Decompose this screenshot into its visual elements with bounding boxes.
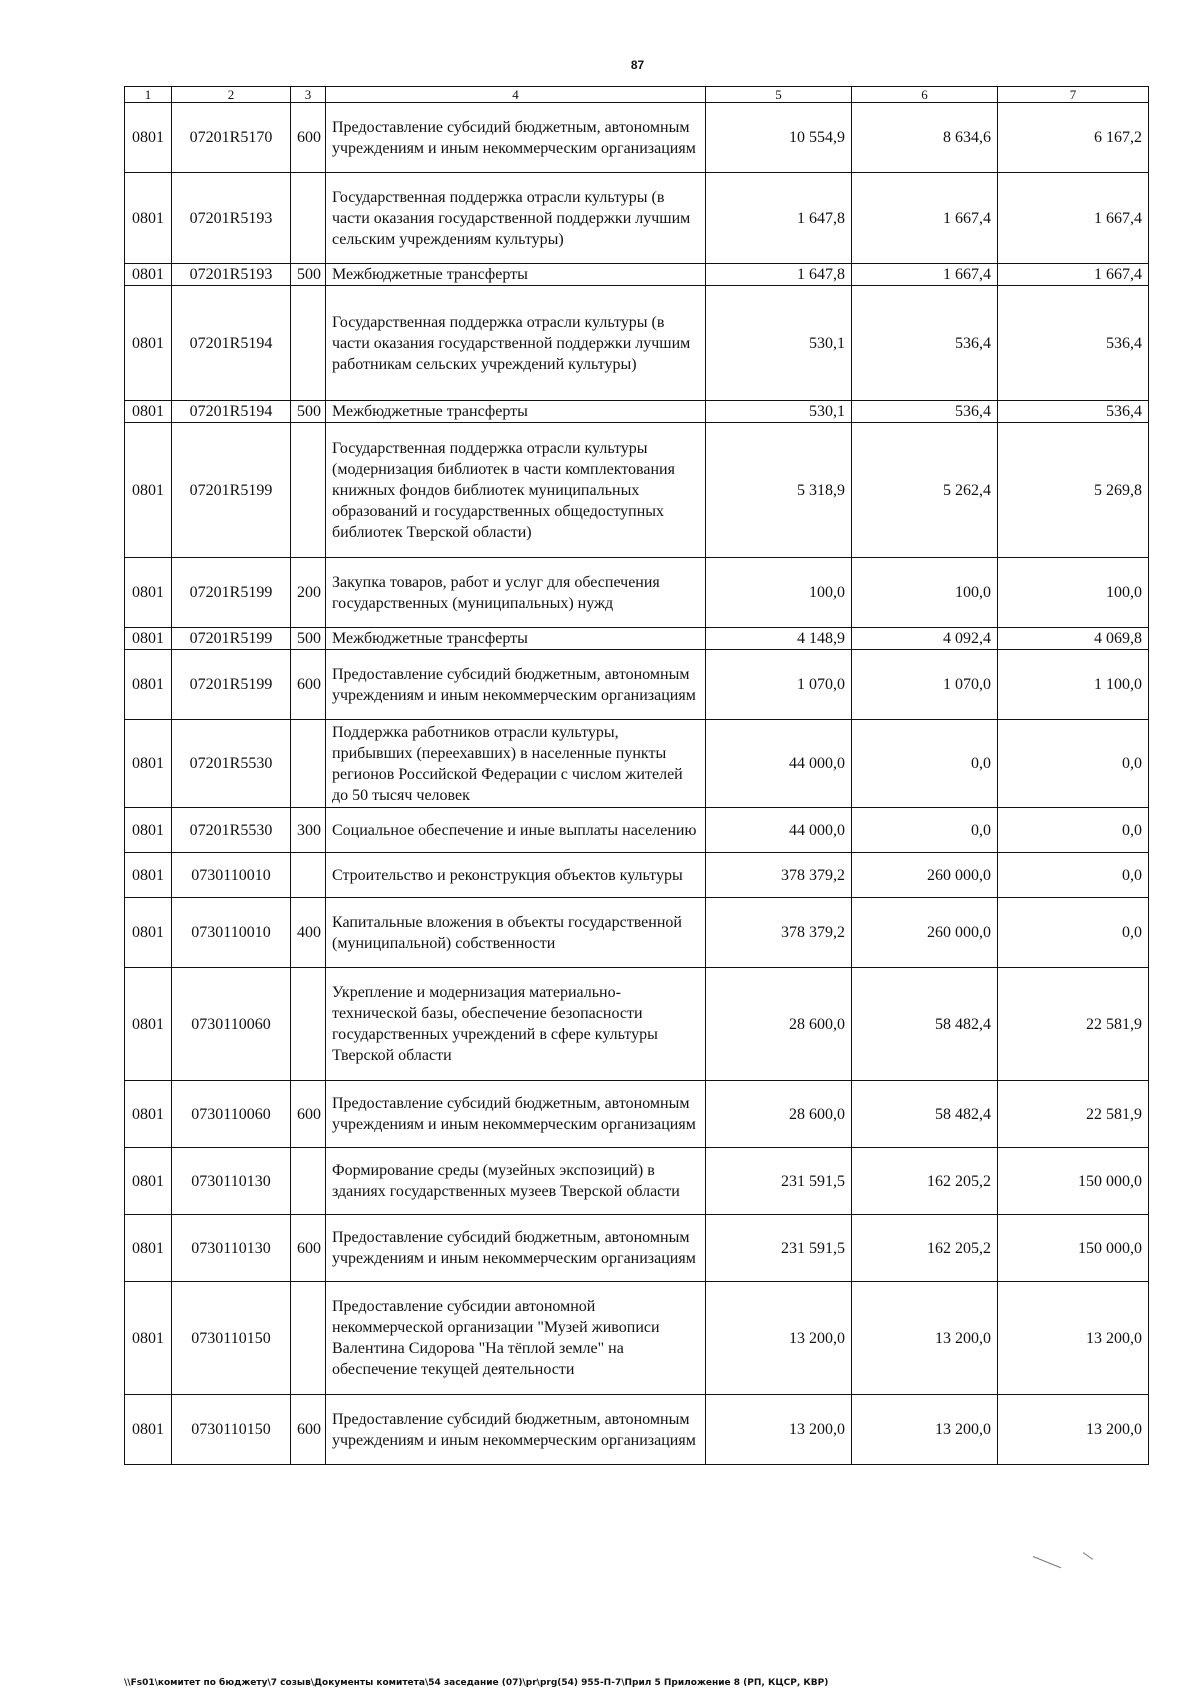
- amount-col-6: 0,0: [852, 720, 998, 808]
- amount-col-5: 44 000,0: [706, 720, 852, 808]
- amount-col-5: 530,1: [706, 286, 852, 401]
- target-article-code: 07201R5199: [172, 650, 291, 720]
- expense-type-code: 200: [291, 558, 326, 628]
- amount-col-7: 22 581,9: [998, 968, 1149, 1081]
- target-article-code: 07201R5199: [172, 423, 291, 558]
- amount-col-7: 0,0: [998, 720, 1149, 808]
- item-name: Поддержка работников отрасли культуры, прибывших (переехавших) в населенные пункты регионов Российской Федерации с числом жителей до 50 тысяч человек: [326, 720, 706, 808]
- section-code: 0801: [125, 1215, 172, 1282]
- amount-col-6: 1 667,4: [852, 173, 998, 264]
- table-row: [125, 423, 1149, 558]
- target-article-code: 0730110060: [172, 968, 291, 1081]
- table-row: [125, 720, 1149, 808]
- table-row: [125, 628, 1149, 650]
- amount-col-7: 150 000,0: [998, 1148, 1149, 1215]
- section-code: 0801: [125, 264, 172, 286]
- target-article-code: 07201R5530: [172, 720, 291, 808]
- section-code: 0801: [125, 720, 172, 808]
- amount-col-5: 100,0: [706, 558, 852, 628]
- page-number: 87: [630, 58, 645, 72]
- table-header-row: [125, 87, 1149, 103]
- expense-type-code: 600: [291, 1395, 326, 1465]
- amount-col-5: 28 600,0: [706, 968, 852, 1081]
- table-row: [125, 401, 1149, 423]
- amount-col-5: 1 070,0: [706, 650, 852, 720]
- amount-col-6: 1 667,4: [852, 264, 998, 286]
- target-article-code: 0730110010: [172, 853, 291, 898]
- item-name: Государственная поддержка отрасли культуры (модернизация библиотек в части комплектования книжных фондов библиотек муниципальных образований и государственных общедоступных библиотек Тверской области): [326, 423, 706, 558]
- column-header: 7: [998, 87, 1149, 103]
- expense-type-code: [291, 853, 326, 898]
- amount-col-7: 0,0: [998, 853, 1149, 898]
- expense-type-code: 600: [291, 103, 326, 173]
- amount-col-6: 260 000,0: [852, 898, 998, 968]
- column-header: 1: [125, 87, 172, 103]
- section-code: 0801: [125, 173, 172, 264]
- target-article-code: 0730110060: [172, 1081, 291, 1148]
- table-row: [125, 103, 1149, 173]
- expense-type-code: 400: [291, 898, 326, 968]
- section-code: 0801: [125, 1282, 172, 1395]
- amount-col-5: 4 148,9: [706, 628, 852, 650]
- amount-col-7: 1 667,4: [998, 264, 1149, 286]
- table-row: [125, 286, 1149, 401]
- amount-col-5: 28 600,0: [706, 1081, 852, 1148]
- amount-col-7: 0,0: [998, 898, 1149, 968]
- table-row: [125, 1081, 1149, 1148]
- item-name: Предоставление субсидии автономной некоммерческой организации "Музей живописи Валентина Сидорова "На тёплой земле" на обеспечение текущей деятельности: [326, 1282, 706, 1395]
- amount-col-5: 231 591,5: [706, 1215, 852, 1282]
- amount-col-7: 13 200,0: [998, 1282, 1149, 1395]
- section-code: 0801: [125, 650, 172, 720]
- section-code: 0801: [125, 286, 172, 401]
- target-article-code: 0730110010: [172, 898, 291, 968]
- expense-type-code: [291, 423, 326, 558]
- expense-type-code: [291, 173, 326, 264]
- amount-col-6: 13 200,0: [852, 1395, 998, 1465]
- amount-col-7: 536,4: [998, 286, 1149, 401]
- table-row: [125, 558, 1149, 628]
- expense-type-code: 600: [291, 650, 326, 720]
- scan-artifact: [1083, 1552, 1093, 1560]
- budget-table: [124, 86, 1149, 1465]
- section-code: 0801: [125, 968, 172, 1081]
- amount-col-5: 231 591,5: [706, 1148, 852, 1215]
- target-article-code: 0730110130: [172, 1148, 291, 1215]
- section-code: 0801: [125, 423, 172, 558]
- target-article-code: 07201R5194: [172, 401, 291, 423]
- amount-col-6: 0,0: [852, 808, 998, 853]
- amount-col-6: 58 482,4: [852, 968, 998, 1081]
- item-name: Укрепление и модернизация материально-технической базы, обеспечение безопасности государственных учреждений в сфере культуры Тверской области: [326, 968, 706, 1081]
- amount-col-7: 1 667,4: [998, 173, 1149, 264]
- expense-type-code: [291, 1282, 326, 1395]
- amount-col-6: 1 070,0: [852, 650, 998, 720]
- amount-col-7: 22 581,9: [998, 1081, 1149, 1148]
- footer-file-path: \\Fs01\комитет по бюджету\7 созыв\Документы комитета\54 заседание (07)\pr\prg(54) 955-П-7\Прил 5 Приложение 8 (РП, КЦСР, КВР): [124, 1678, 829, 1688]
- table-row: [125, 808, 1149, 853]
- section-code: 0801: [125, 103, 172, 173]
- target-article-code: 07201R5530: [172, 808, 291, 853]
- item-name: Государственная поддержка отрасли культуры (в части оказания государственной поддержки лучшим работникам сельских учреждений культуры): [326, 286, 706, 401]
- expense-type-code: 600: [291, 1215, 326, 1282]
- expense-type-code: [291, 1148, 326, 1215]
- item-name: Межбюджетные трансферты: [326, 401, 706, 423]
- table-row: [125, 264, 1149, 286]
- item-name: Социальное обеспечение и иные выплаты населению: [326, 808, 706, 853]
- table-row: [125, 1395, 1149, 1465]
- target-article-code: 07201R5170: [172, 103, 291, 173]
- amount-col-7: 6 167,2: [998, 103, 1149, 173]
- expense-type-code: 600: [291, 1081, 326, 1148]
- item-name: Предоставление субсидий бюджетным, автономным учреждениям и иным некоммерческим организациям: [326, 1081, 706, 1148]
- amount-col-6: 162 205,2: [852, 1215, 998, 1282]
- section-code: 0801: [125, 808, 172, 853]
- expense-type-code: [291, 286, 326, 401]
- expense-type-code: 300: [291, 808, 326, 853]
- column-header: 3: [291, 87, 326, 103]
- amount-col-6: 260 000,0: [852, 853, 998, 898]
- item-name: Предоставление субсидий бюджетным, автономным учреждениям и иным некоммерческим организациям: [326, 650, 706, 720]
- column-header: 2: [172, 87, 291, 103]
- section-code: 0801: [125, 628, 172, 650]
- amount-col-5: 1 647,8: [706, 264, 852, 286]
- table-row: [125, 898, 1149, 968]
- amount-col-5: 5 318,9: [706, 423, 852, 558]
- amount-col-5: 13 200,0: [706, 1395, 852, 1465]
- item-name: Предоставление субсидий бюджетным, автономным учреждениям и иным некоммерческим организациям: [326, 1215, 706, 1282]
- amount-col-6: 58 482,4: [852, 1081, 998, 1148]
- expense-type-code: 500: [291, 264, 326, 286]
- table-row: [125, 173, 1149, 264]
- table-row: [125, 968, 1149, 1081]
- target-article-code: 0730110130: [172, 1215, 291, 1282]
- amount-col-7: 1 100,0: [998, 650, 1149, 720]
- amount-col-7: 150 000,0: [998, 1215, 1149, 1282]
- section-code: 0801: [125, 401, 172, 423]
- item-name: Межбюджетные трансферты: [326, 628, 706, 650]
- table-row: [125, 650, 1149, 720]
- expense-type-code: 500: [291, 628, 326, 650]
- table-row: [125, 1282, 1149, 1395]
- amount-col-6: 536,4: [852, 401, 998, 423]
- target-article-code: 07201R5194: [172, 286, 291, 401]
- target-article-code: 0730110150: [172, 1395, 291, 1465]
- amount-col-6: 100,0: [852, 558, 998, 628]
- table-row: [125, 1215, 1149, 1282]
- column-header: 4: [326, 87, 706, 103]
- amount-col-5: 1 647,8: [706, 173, 852, 264]
- target-article-code: 07201R5199: [172, 558, 291, 628]
- target-article-code: 07201R5193: [172, 264, 291, 286]
- amount-col-6: 4 092,4: [852, 628, 998, 650]
- amount-col-6: 13 200,0: [852, 1282, 998, 1395]
- amount-col-6: 8 634,6: [852, 103, 998, 173]
- section-code: 0801: [125, 1395, 172, 1465]
- amount-col-7: 0,0: [998, 808, 1149, 853]
- amount-col-7: 4 069,8: [998, 628, 1149, 650]
- item-name: Предоставление субсидий бюджетным, автономным учреждениям и иным некоммерческим организациям: [326, 103, 706, 173]
- section-code: 0801: [125, 1148, 172, 1215]
- amount-col-5: 378 379,2: [706, 898, 852, 968]
- expense-type-code: [291, 720, 326, 808]
- column-header: 5: [706, 87, 852, 103]
- amount-col-7: 100,0: [998, 558, 1149, 628]
- column-header: 6: [852, 87, 998, 103]
- item-name: Строительство и реконструкция объектов культуры: [326, 853, 706, 898]
- section-code: 0801: [125, 853, 172, 898]
- item-name: Формирование среды (музейных экспозиций) в зданиях государственных музеев Тверской области: [326, 1148, 706, 1215]
- amount-col-5: 530,1: [706, 401, 852, 423]
- item-name: Закупка товаров, работ и услуг для обеспечения государственных (муниципальных) нужд: [326, 558, 706, 628]
- amount-col-5: 10 554,9: [706, 103, 852, 173]
- item-name: Предоставление субсидий бюджетным, автономным учреждениям и иным некоммерческим организациям: [326, 1395, 706, 1465]
- target-article-code: 07201R5193: [172, 173, 291, 264]
- amount-col-6: 5 262,4: [852, 423, 998, 558]
- amount-col-6: 536,4: [852, 286, 998, 401]
- expense-type-code: [291, 968, 326, 1081]
- section-code: 0801: [125, 1081, 172, 1148]
- target-article-code: 0730110150: [172, 1282, 291, 1395]
- section-code: 0801: [125, 558, 172, 628]
- amount-col-7: 536,4: [998, 401, 1149, 423]
- amount-col-5: 378 379,2: [706, 853, 852, 898]
- item-name: Государственная поддержка отрасли культуры (в части оказания государственной поддержки лучшим сельским учреждениям культуры): [326, 173, 706, 264]
- table-row: [125, 1148, 1149, 1215]
- expense-type-code: 500: [291, 401, 326, 423]
- table-row: [125, 853, 1149, 898]
- amount-col-7: 13 200,0: [998, 1395, 1149, 1465]
- amount-col-5: 44 000,0: [706, 808, 852, 853]
- target-article-code: 07201R5199: [172, 628, 291, 650]
- item-name: Межбюджетные трансферты: [326, 264, 706, 286]
- amount-col-7: 5 269,8: [998, 423, 1149, 558]
- scan-artifact: [1033, 1556, 1061, 1568]
- item-name: Капитальные вложения в объекты государственной (муниципальной) собственности: [326, 898, 706, 968]
- section-code: 0801: [125, 898, 172, 968]
- amount-col-6: 162 205,2: [852, 1148, 998, 1215]
- amount-col-5: 13 200,0: [706, 1282, 852, 1395]
